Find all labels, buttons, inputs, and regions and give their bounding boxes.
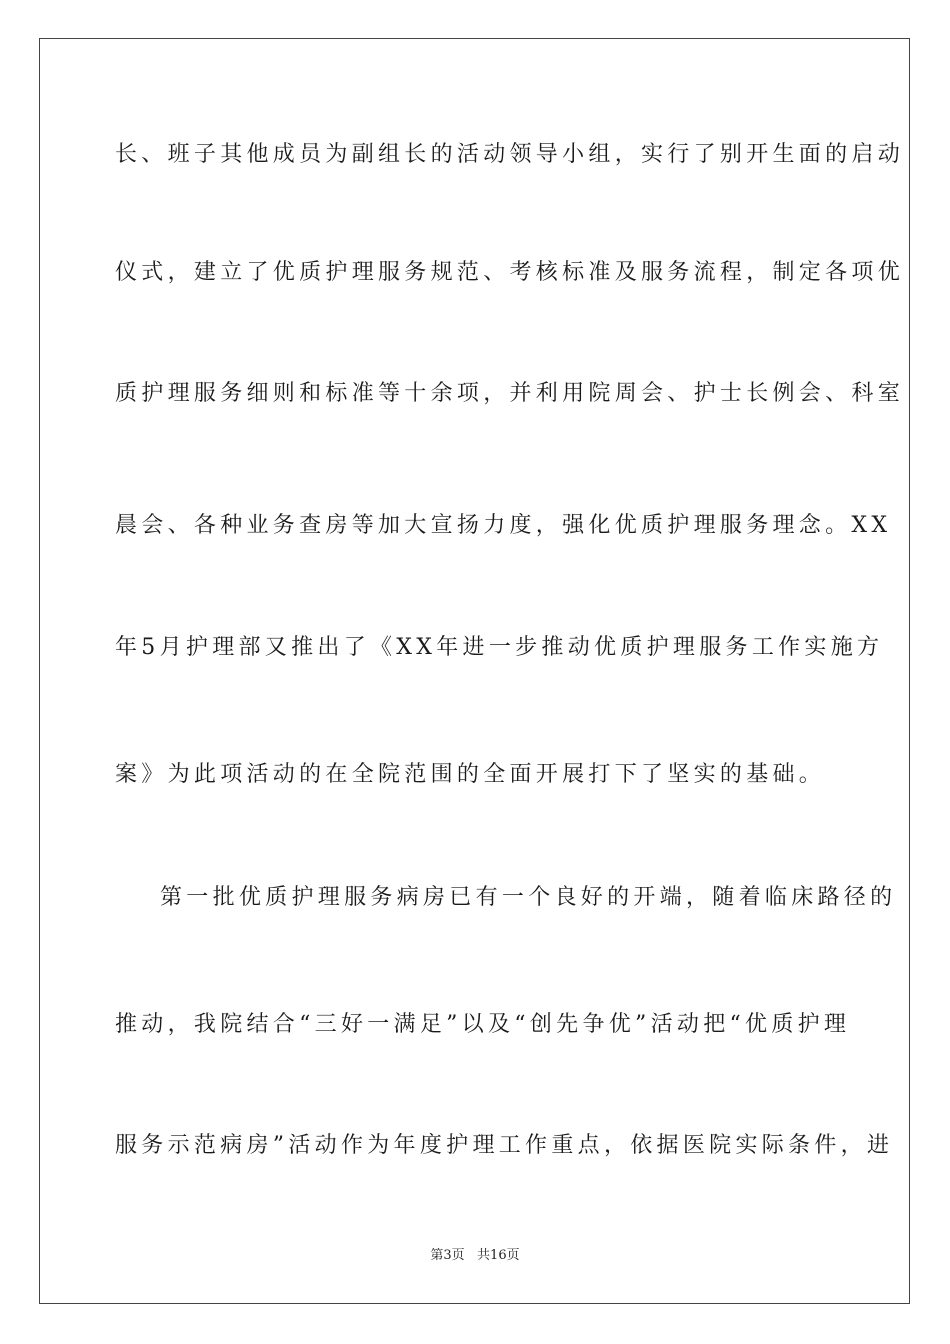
body-text-line: 长、班子其他成员为副组长的活动领导小组，实行了别开生面的启动 (115, 142, 905, 167)
body-text-line: 服务示范病房”活动作为年度护理工作重点，依据医院实际条件，进 (115, 1133, 894, 1158)
body-text-line: 质护理服务细则和标准等十余项，并利用院周会、护士长例会、科室 (115, 381, 905, 406)
body-text-line: 晨会、各种业务查房等加大宣扬力度，强化优质护理服务理念。XX (115, 513, 892, 538)
page-number-footer: 第3页 共16页 (430, 1248, 520, 1263)
page-frame (39, 38, 910, 1304)
body-text-line: 仪式，建立了优质护理服务规范、考核标准及服务流程，制定各项优 (115, 260, 905, 285)
body-text-line: 年5月护理部又推出了《XX年进一步推动优质护理服务工作实施方 (115, 635, 884, 660)
body-text-line: 案》为此项活动的在全院范围的全面开展打下了坚实的基础。 (115, 762, 826, 787)
body-text-line: 第一批优质护理服务病房已有一个良好的开端，随着临床路径的 (160, 885, 897, 910)
body-text-line: 推动，我院结合“三好一满足”以及“创先争优”活动把“优质护理 (115, 1012, 851, 1037)
